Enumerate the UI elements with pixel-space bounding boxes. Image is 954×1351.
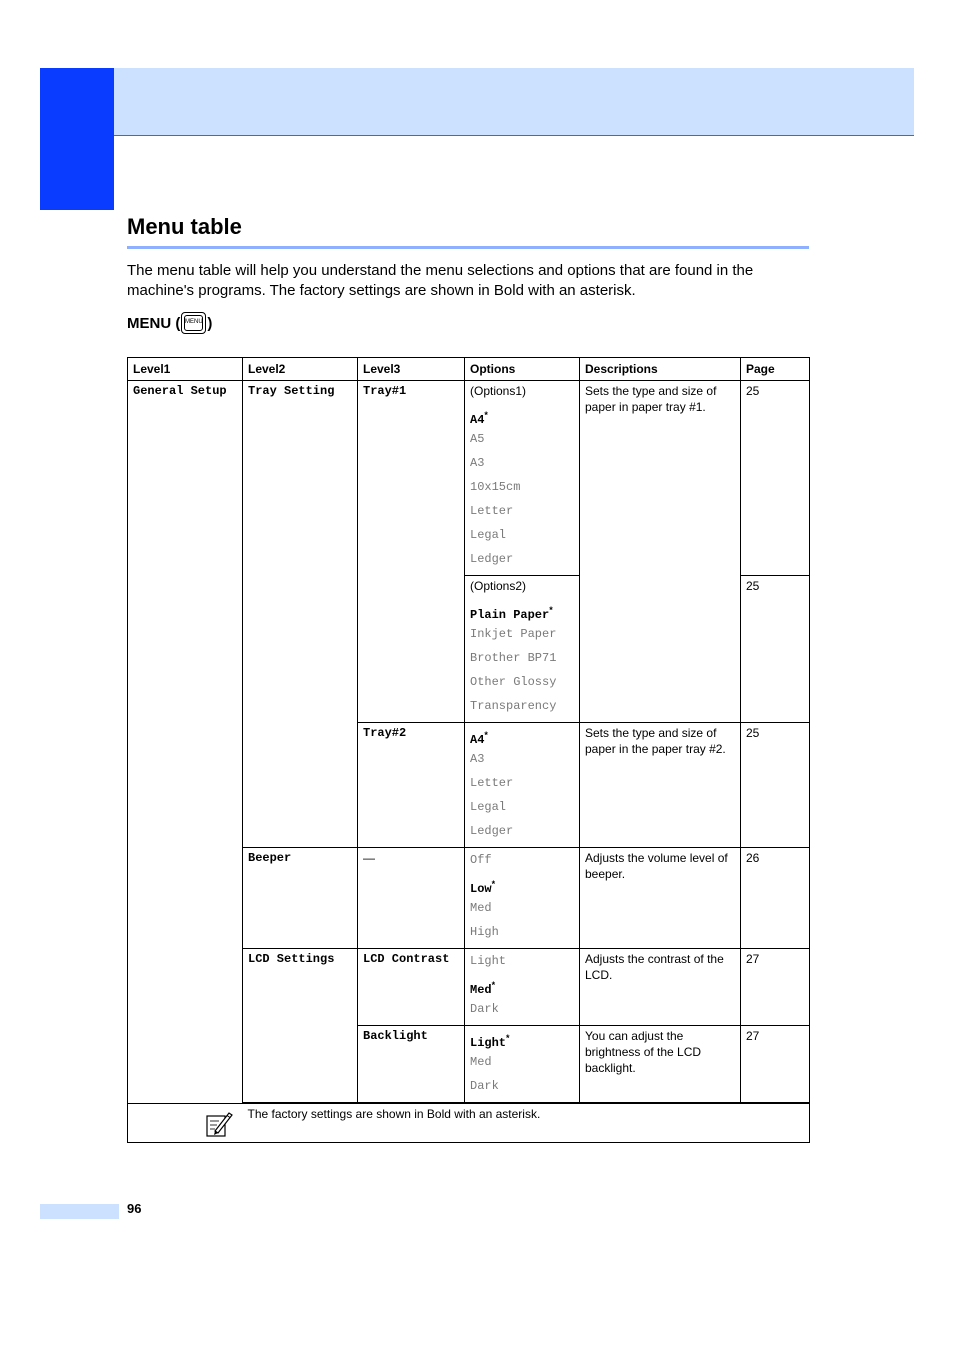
page-cell: 26 [741, 848, 810, 949]
options-cell [465, 723, 580, 848]
option-item [470, 874, 574, 898]
note-icon-cell [128, 1104, 243, 1143]
option-item: Other Glossy [470, 675, 557, 689]
level3-tray1: Tray#1 [358, 381, 465, 723]
option-text: Light [470, 1036, 507, 1050]
header-level2: Level2 [243, 358, 358, 381]
menu-table [127, 357, 810, 1143]
level2-beeper: Beeper [243, 848, 358, 949]
options-cell [465, 576, 580, 723]
header-options: Options [465, 358, 580, 381]
option-text: Low [470, 882, 492, 896]
option-item: A3 [470, 752, 485, 766]
option-item [470, 405, 574, 429]
note-pencil-icon [205, 1110, 233, 1138]
page-cell: 25 [741, 381, 810, 576]
menu-heading-prefix: MENU ( [127, 314, 181, 332]
option-item: A5 [470, 432, 485, 446]
header-level1: Level1 [128, 358, 243, 381]
options2-label: (Options2) [470, 579, 527, 593]
description-cell: Adjusts the volume level of beeper. [580, 848, 741, 949]
header-descriptions: Descriptions [580, 358, 741, 381]
note-text: The factory settings are shown in Bold with an asterisk. [243, 1104, 810, 1143]
asterisk: * [491, 879, 496, 889]
option-item: Med [470, 901, 492, 915]
chapter-tab [40, 68, 114, 210]
options-cell [465, 848, 580, 949]
options-cell [465, 381, 580, 576]
option-item: Letter [470, 504, 514, 518]
header-band [114, 68, 914, 136]
option-item: High [470, 925, 499, 939]
option-item [470, 725, 574, 749]
description-cell: Adjusts the contrast of the LCD. [580, 949, 741, 1026]
option-item: Legal [470, 528, 507, 542]
table-header-row [128, 358, 810, 381]
intro-paragraph: The menu table will help you understand the menu selections and options that are found in the machine's programs. The factory settings are shown in Bold with an asterisk. [127, 262, 754, 299]
option-item: Off [470, 853, 492, 867]
page-cell: 25 [741, 723, 810, 848]
menu-key-icon [181, 312, 206, 334]
menu-heading [127, 312, 212, 334]
option-item [470, 600, 574, 624]
title-rule [127, 246, 809, 249]
footer-bar [40, 1204, 119, 1219]
page-cell: 27 [741, 949, 810, 1026]
option-text: Med [470, 983, 492, 997]
menu-heading-suffix: ) [207, 314, 213, 332]
asterisk: * [484, 410, 488, 420]
option-item [470, 975, 574, 999]
option-item: Dark [470, 1079, 499, 1093]
option-item: Ledger [470, 552, 514, 566]
option-item: Med [470, 1055, 492, 1069]
table-row [128, 381, 810, 576]
option-item: 10x15cm [470, 480, 521, 494]
page-cell: 27 [741, 1026, 810, 1103]
option-item: Brother BP71 [470, 651, 557, 665]
asterisk: * [484, 730, 488, 740]
option-item: Dark [470, 1002, 499, 1016]
level3-beeper: — [358, 848, 465, 949]
header-page: Page [741, 358, 810, 381]
description-cell: Sets the type and size of paper in paper tray #1. [580, 381, 741, 723]
options-cell [465, 949, 580, 1026]
level3-backlight: Backlight [358, 1026, 465, 1103]
asterisk: * [491, 980, 496, 990]
option-item: Light [470, 954, 507, 968]
level2-lcd-settings: LCD Settings [243, 949, 358, 1103]
option-text: A4 [470, 733, 485, 747]
page-title: Menu table [127, 214, 242, 239]
option-item: Ledger [470, 824, 514, 838]
page-number: 96 [127, 1201, 142, 1216]
option-item: Letter [470, 776, 514, 790]
option-item: A3 [470, 456, 485, 470]
note-row [128, 1104, 810, 1143]
option-item: Inkjet Paper [470, 627, 557, 641]
menu-key-label: MENU [184, 319, 203, 325]
options-cell [465, 1026, 580, 1103]
page-cell: 25 [741, 576, 810, 723]
level3-tray2: Tray#2 [358, 723, 465, 848]
asterisk: * [549, 605, 553, 615]
option-text: Plain Paper [470, 608, 550, 622]
level3-lcd-contrast: LCD Contrast [358, 949, 465, 1026]
level1-cell: General Setup [128, 381, 243, 1104]
options1-label: (Options1) [470, 384, 527, 398]
option-item [470, 1028, 574, 1052]
header-level3: Level3 [358, 358, 465, 381]
option-text: A4 [470, 413, 485, 427]
asterisk: * [506, 1033, 510, 1043]
option-item: Transparency [470, 699, 557, 713]
description-cell: You can adjust the brightness of the LCD backlight. [580, 1026, 741, 1103]
description-cell: Sets the type and size of paper in the paper tray #2. [580, 723, 741, 848]
level2-tray-setting: Tray Setting [243, 381, 358, 848]
option-item: Legal [470, 800, 507, 814]
